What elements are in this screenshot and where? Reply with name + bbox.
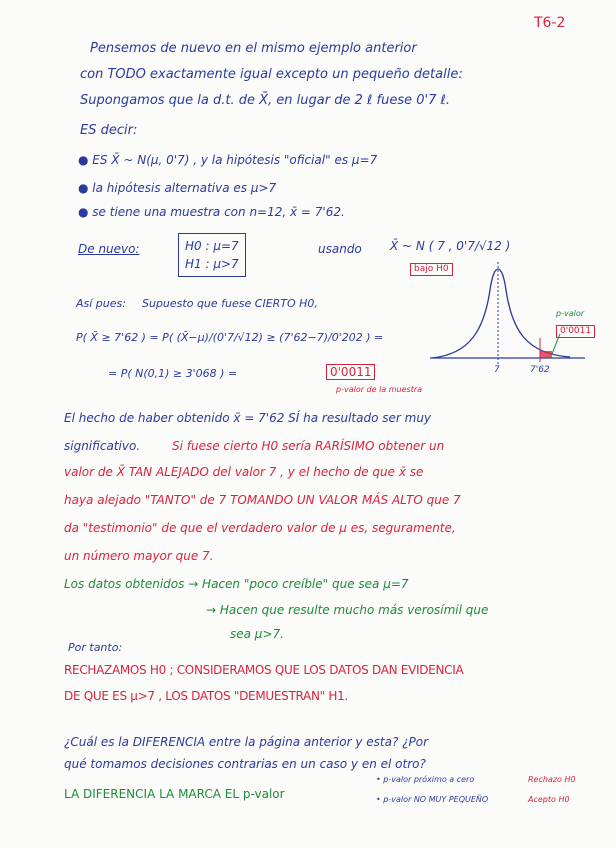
bajo-h0-badge: bajo H0: [410, 263, 453, 276]
h1-text: H1 : μ>7: [185, 257, 239, 271]
distribution-text: X̄ ~ N ( 7 , 0'7/√12 ): [390, 239, 511, 253]
question-line-3: LA DIFERENCIA LA MARCA EL p-valor: [64, 787, 285, 801]
de-nuevo-label: De nuevo:: [78, 242, 140, 256]
conclusion-line-2b: Si fuese cierto H0 sería RARÍSIMO obtener un: [172, 439, 445, 453]
supuesto-text: Supuesto que fuese CIERTO H0,: [142, 297, 318, 310]
p-value-note: p-valor de la muestra: [336, 385, 423, 394]
graph-pvalor-box: 0'0011: [556, 325, 595, 338]
bullet-item-2: ● la hipótesis alternativa es μ>7: [78, 181, 277, 195]
rule-2-text: • p-valor NO MUY PEQUEÑO: [376, 795, 489, 804]
bullet-item-1: ● ES X̄ ~ N(μ, 0'7) , y la hipótesis "oficial" es μ=7: [78, 153, 378, 167]
datos-line-3: sea μ>7.: [230, 627, 284, 641]
conclusion-line-5: da "testimonio" de que el verdadero valor de μ es, seguramente,: [64, 521, 456, 535]
calc-line-1: P( X̄ ≥ 7'62 ) = P( (X̄−μ)/(0'7/√12) ≥ (7'62−7)/0'202 ) =: [76, 331, 384, 344]
rule-1-decision: Rechazo H0: [528, 775, 576, 784]
datos-line-1: Los datos obtenidos → Hacen "poco creíble" que sea μ=7: [64, 577, 409, 591]
page-tag: T6-2: [534, 15, 566, 31]
p-value-box: 0'0011: [326, 364, 375, 380]
h0-text: H0 : μ=7: [185, 239, 239, 253]
datos-line-2: → Hacen que resulte mucho más verosímil que: [206, 603, 489, 617]
por-tanto-label: Por tanto:: [68, 641, 123, 654]
question-line-1: ¿Cuál es la DIFERENCIA entre la página anterior y esta? ¿Por: [64, 735, 429, 749]
conclusion-line-4: haya alejado "TANTO" de 7 TOMANDO UN VALOR MÁS ALTO que 7: [64, 493, 461, 507]
asi-pues-label: Así pues:: [76, 297, 126, 310]
conclusion-line-1: El hecho de haber obtenido x̄ = 7'62 SÍ ha resultado ser muy: [64, 411, 432, 425]
intro-line-3: Supongamos que la d.t. de X̄, en lugar de 2 ℓ fuese 0'7 ℓ.: [80, 93, 450, 108]
rechazamos-line-1: RECHAZAMOS H0 ; CONSIDERAMOS QUE LOS DATOS DAN EVIDENCIA: [64, 663, 464, 677]
graph-pvalor-label: p-valor: [556, 309, 585, 318]
rule-2-decision: Acepto H0: [528, 795, 570, 804]
conclusion-line-2a: significativo.: [64, 439, 141, 453]
intro-line-4: ES decir:: [80, 123, 138, 138]
conclusion-line-6: un número mayor que 7.: [64, 549, 214, 563]
bullet-item-3: ● se tiene una muestra con n=12, x̄ = 7'62.: [78, 205, 345, 219]
conclusion-line-3: valor de X̄ TAN ALEJADO del valor 7 , y el hecho de que x̄ se: [64, 465, 424, 479]
question-line-2: qué tomamos decisiones contrarias en un caso y en el otro?: [64, 757, 426, 771]
calc-line-2: = P( N(0,1) ≥ 3'068 ) =: [108, 367, 238, 380]
intro-line-1: Pensemos de nuevo en el mismo ejemplo anterior: [90, 41, 417, 56]
graph-tick-7: 7: [494, 365, 500, 375]
intro-line-2: con TODO exactamente igual excepto un pequeño detalle:: [80, 67, 463, 82]
rechazamos-line-2: DE QUE ES μ>7 , LOS DATOS "DEMUESTRAN" H1.: [64, 689, 348, 703]
rule-1-text: • p-valor próximo a cero: [376, 775, 475, 784]
usando-label: usando: [318, 242, 362, 256]
graph-tick-762: 7'62: [530, 365, 550, 375]
